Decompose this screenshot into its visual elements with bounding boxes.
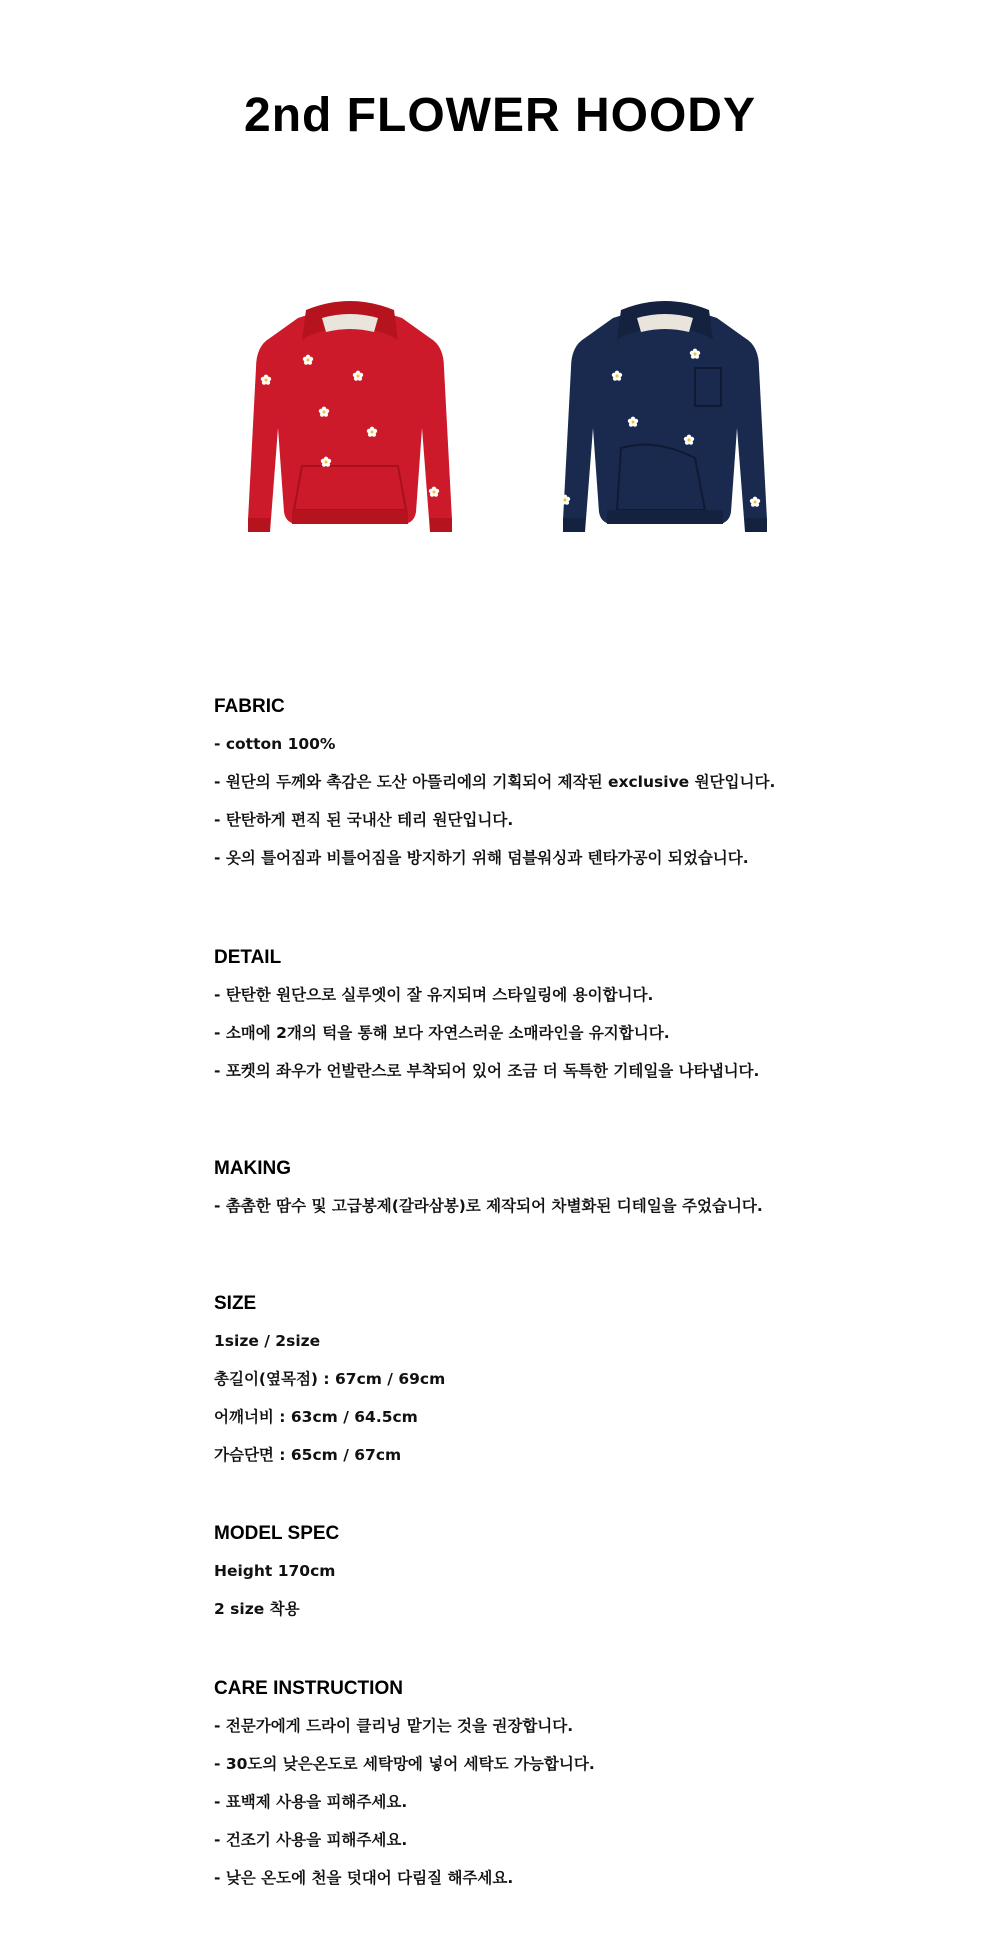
section-heading: CARE INSTRUCTION: [214, 1678, 403, 1699]
list-item: - 옷의 틀어짐과 비틀어짐을 방지하기 위해 덤블워싱과 텐타가공이 되었습니다.: [214, 849, 749, 867]
list-item: - 포켓의 좌우가 언발란스로 부착되어 있어 조금 더 독특한 기테일을 나타냅니다.: [214, 1062, 760, 1080]
list-item: - 소매에 2개의 턱을 통해 보다 자연스러운 소매라인을 유지합니다.: [214, 1024, 670, 1042]
list-item: - 탄탄한 원단으로 실루엣이 잘 유지되며 스타일링에 용이합니다.: [214, 986, 654, 1004]
fabric-list: [214, 733, 854, 885]
size-section: [214, 1292, 854, 1482]
list-item: - 표백제 사용을 피해주세요.: [214, 1793, 408, 1811]
list-item: - cotton 100%: [214, 735, 336, 753]
model-spec-list: [214, 1560, 854, 1636]
list-item: - 원단의 두께와 촉감은 도산 아뜰리에의 기획되어 제작된 exclusive 원단입니다.: [214, 773, 776, 791]
list-item: 어깨너비 : 63cm / 64.5cm: [214, 1408, 418, 1426]
section-heading: SIZE: [214, 1293, 257, 1314]
section-heading: MODEL SPEC: [214, 1523, 340, 1544]
care-list: [214, 1715, 854, 1905]
list-item: - 전문가에게 드라이 클리닝 맡기는 것을 권장합니다.: [214, 1717, 574, 1735]
section-heading: DETAIL: [214, 947, 282, 968]
section-heading: MAKING: [214, 1158, 292, 1179]
red-hoodie-image: [230, 288, 470, 548]
list-item: 총길이(옆목점) : 67cm / 69cm: [214, 1370, 446, 1388]
model-spec-section: [214, 1522, 854, 1636]
list-item: - 30도의 낮은온도로 세탁망에 넣어 세탁도 가능합니다.: [214, 1755, 595, 1773]
page-title: 2nd FLOWER HOODY: [244, 89, 756, 142]
list-item: - 촘촘한 땀수 및 고급봉제(갈라삼봉)로 제작되어 차별화된 디테일을 주었습니다.: [214, 1197, 763, 1215]
list-item: Height 170cm: [214, 1562, 336, 1580]
list-item: 2 size 착용: [214, 1600, 300, 1618]
care-instruction-section: [214, 1677, 854, 1905]
list-item: 1size / 2size: [214, 1332, 321, 1350]
size-list: [214, 1330, 854, 1482]
fabric-section: [214, 695, 854, 885]
list-item: - 낮은 온도에 천을 덧대어 다림질 해주세요.: [214, 1869, 514, 1887]
list-item: - 탄탄하게 편직 된 국내산 테리 원단입니다.: [214, 811, 514, 829]
detail-section: [214, 946, 854, 1098]
list-item: - 건조기 사용을 피해주세요.: [214, 1831, 408, 1849]
list-item: 가슴단면 : 65cm / 67cm: [214, 1446, 402, 1464]
detail-list: [214, 984, 854, 1098]
making-section: [214, 1157, 854, 1233]
navy-hoodie-image: [545, 288, 785, 548]
making-list: [214, 1195, 854, 1233]
section-heading: FABRIC: [214, 696, 285, 717]
